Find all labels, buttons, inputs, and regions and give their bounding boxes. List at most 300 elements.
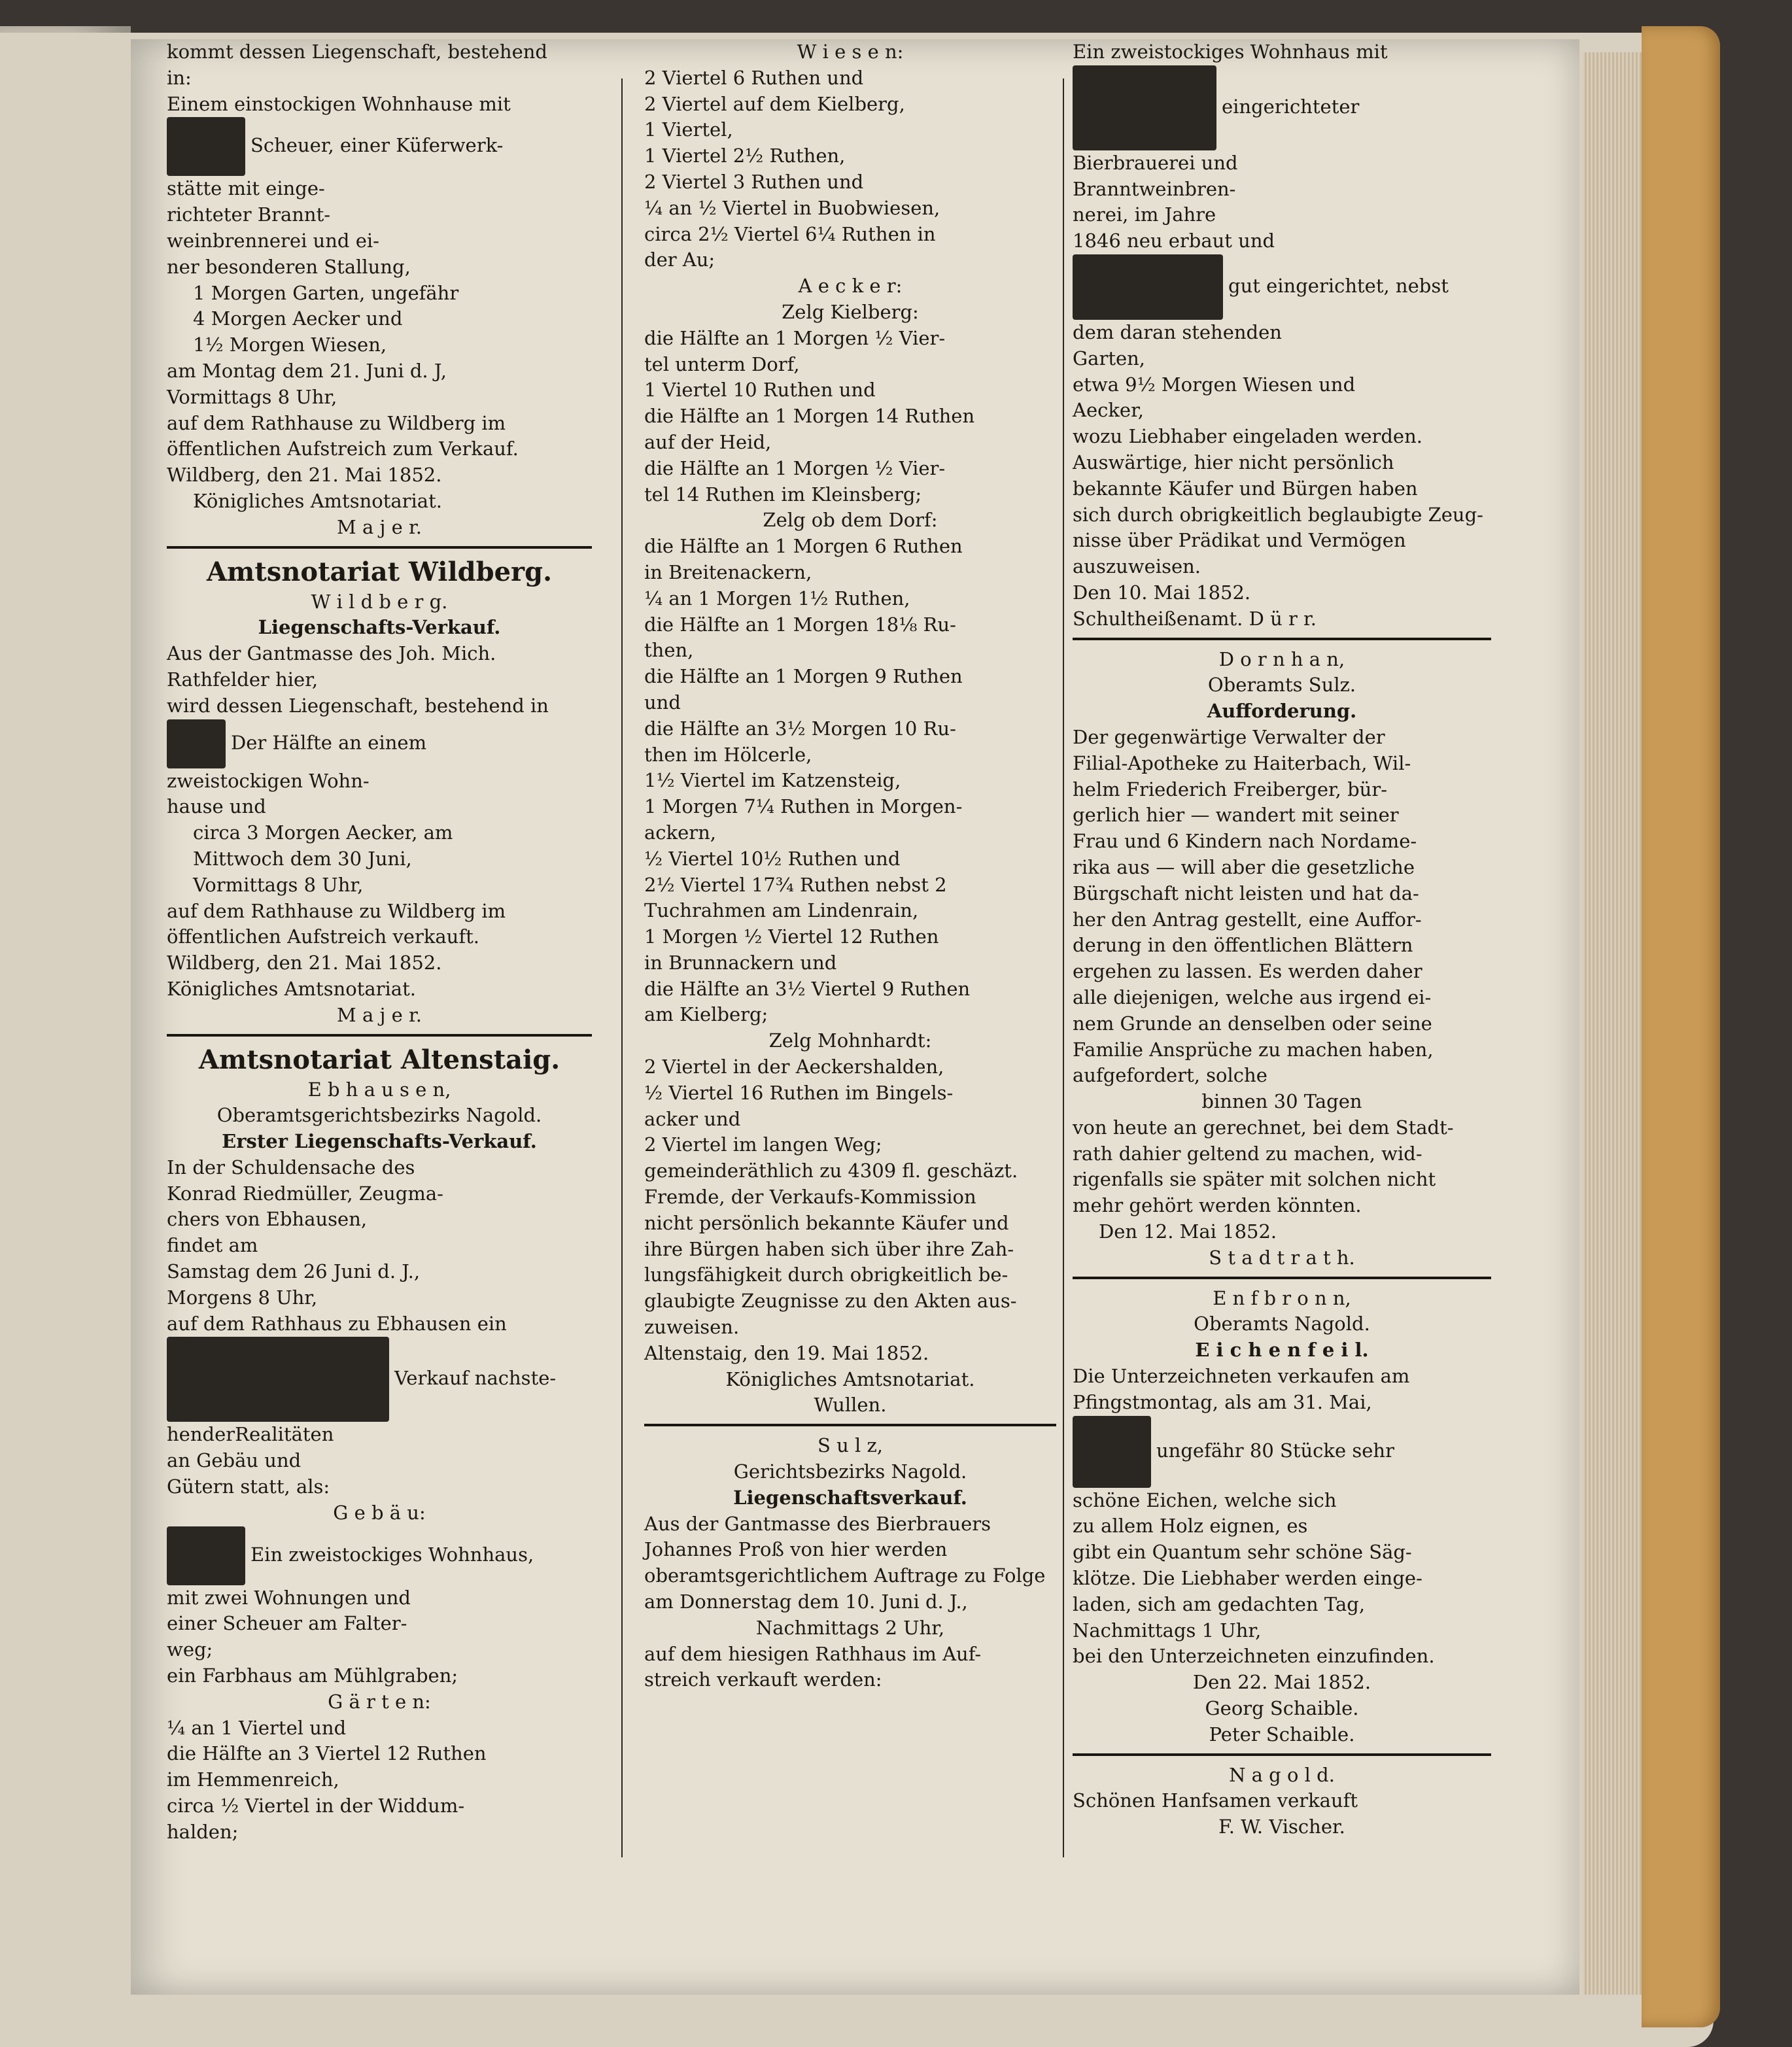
woodcut-illustration (167, 117, 245, 176)
text-line (167, 1526, 592, 1585)
text-line-content: Tuchrahmen am Lindenrain, (644, 899, 919, 922)
text-line (644, 924, 1056, 950)
text-line (644, 377, 1056, 404)
text-line-content: Der Hälfte an einem (231, 731, 427, 754)
text-line (644, 1184, 1056, 1211)
text-line (167, 1311, 592, 1337)
column-3 (1073, 39, 1491, 1840)
text-line (167, 1637, 592, 1663)
text-line (644, 794, 1056, 820)
text-line (167, 411, 592, 437)
text-line (644, 768, 1056, 794)
text-line-content: Konrad Riedmüller, Zeugma- (167, 1182, 443, 1205)
text-line-content: weg; (167, 1638, 213, 1661)
text-line (167, 39, 592, 65)
text-line-content: Zelg ob dem Dorf: (763, 509, 938, 532)
text-line-content: auszuweisen. (1073, 555, 1201, 578)
text-line-content: Den 12. Mai 1852. (1099, 1220, 1277, 1243)
text-line-content: zweistockigen Wohn- (167, 769, 370, 792)
text-line-content: streich verkauft werden: (644, 1668, 882, 1691)
text-line (644, 196, 1056, 222)
text-line (1073, 228, 1491, 254)
text-line-content: zuweisen. (644, 1316, 740, 1339)
text-line-content: In der Schuldensache des (167, 1156, 415, 1178)
text-line-content: circa 2½ Viertel 6¼ Ruthen in (644, 222, 936, 245)
text-line (1073, 1286, 1491, 1312)
text-line (1073, 802, 1491, 829)
woodcut-illustration (167, 1526, 245, 1585)
text-line-content: Die Unterzeichneten verkaufen am (1073, 1365, 1410, 1388)
text-line (1073, 398, 1491, 424)
text-line-content: 1 Viertel 10 Ruthen und (644, 379, 876, 402)
text-line (644, 1211, 1056, 1237)
text-line (644, 1511, 1056, 1538)
section-divider (167, 546, 592, 549)
text-line-content: eingerichteter (1222, 95, 1360, 118)
text-line (644, 300, 1056, 326)
text-line (644, 65, 1056, 92)
text-line (644, 1080, 1056, 1107)
text-line-content: ihre Bürgen haben sich über ihre Zah- (644, 1237, 1014, 1260)
text-line (167, 1793, 592, 1819)
text-line-content: wird dessen Liegenschaft, bestehend in (167, 694, 549, 717)
text-line (167, 65, 592, 92)
text-line (1073, 1722, 1491, 1748)
text-line (1073, 1390, 1491, 1416)
text-line-content: 1 Viertel 2½ Ruthen, (644, 145, 846, 167)
text-line (1073, 1089, 1491, 1115)
text-line-content: Amtsnotariat Wildberg. (206, 556, 553, 587)
text-line (167, 719, 592, 768)
text-line-content: Branntweinbren- (1073, 177, 1236, 200)
text-line-content: S u l z, (818, 1434, 883, 1457)
text-line (644, 1028, 1056, 1054)
text-line-content: 2 Viertel im langen Weg; (644, 1133, 882, 1156)
column-1 (167, 39, 592, 1846)
text-line (644, 1615, 1056, 1642)
text-line (644, 1667, 1056, 1693)
text-line-content: 1 Morgen 7¼ Ruthen in Morgen- (644, 795, 963, 818)
text-line-content: auf dem hiesigen Rathhaus im Auf- (644, 1642, 982, 1665)
text-line (1073, 1540, 1491, 1566)
text-line (1073, 1193, 1491, 1219)
text-line (1073, 1311, 1491, 1337)
text-line-content: Vormittags 8 Uhr, (193, 873, 364, 896)
text-line (1073, 1618, 1491, 1644)
text-line (167, 924, 592, 950)
text-line-content: ¼ an ½ Viertel in Buobwiesen, (644, 196, 940, 219)
text-line (167, 1181, 592, 1207)
text-line (1073, 39, 1491, 65)
text-line (644, 534, 1056, 560)
text-line-content: rath dahier geltend zu machen, wid- (1073, 1142, 1422, 1165)
text-line-content: Bürgschaft nicht leisten und hat da- (1073, 882, 1419, 904)
text-line (167, 1767, 592, 1793)
text-line (167, 872, 592, 899)
text-line-content: ergehen zu lassen. Es werden daher (1073, 960, 1422, 983)
text-line-content: Königliches Amtsnotariat. (725, 1368, 975, 1390)
text-line-content: D o r n h a n, (1218, 647, 1345, 670)
text-line (1073, 1115, 1491, 1141)
text-line (644, 1459, 1056, 1485)
text-line (167, 1103, 592, 1129)
text-line (1073, 1788, 1491, 1814)
text-line (644, 586, 1056, 612)
text-line (167, 1129, 592, 1155)
text-line-content: Wullen. (814, 1394, 887, 1417)
text-line-content: die Hälfte an 1 Morgen 9 Ruthen (644, 665, 963, 688)
text-line (644, 872, 1056, 899)
text-line-content: gut eingerichtet, nebst (1228, 274, 1449, 297)
text-line (167, 615, 592, 641)
text-line-content: die Hälfte an 3½ Viertel 9 Ruthen (644, 977, 971, 1000)
text-line (1073, 528, 1491, 554)
text-line (644, 690, 1056, 716)
text-line-content: alle diejenigen, welche aus irgend ei- (1073, 986, 1432, 1008)
text-line-content: 2½ Viertel 17¾ Ruthen nebst 2 (644, 873, 947, 896)
text-line (1073, 1566, 1491, 1592)
text-line-content: auf der Heid, (644, 430, 772, 453)
text-line-content: Scheuer, einer Küferwerk- (250, 134, 504, 157)
text-line-content: Wildberg, den 21. Mai 1852. (167, 952, 442, 974)
text-line (644, 1341, 1056, 1367)
text-line (1073, 933, 1491, 959)
text-line (167, 332, 592, 358)
text-line-content: 2 Viertel auf dem Kielberg, (644, 92, 905, 115)
text-line-content: Georg Schaible. (1205, 1697, 1359, 1720)
column-rule (1063, 78, 1064, 1857)
text-line (167, 846, 592, 872)
text-line (1073, 907, 1491, 933)
woodcut-illustration (1073, 1416, 1151, 1488)
text-line (167, 899, 592, 925)
text-line (1073, 1245, 1491, 1271)
text-line (1073, 1513, 1491, 1540)
text-line-content: Königliches Amtsnotariat. (193, 489, 442, 512)
text-line-content: 1 Morgen ½ Viertel 12 Ruthen (644, 925, 939, 948)
text-line (167, 1207, 592, 1233)
text-line-content: Auswärtige, hier nicht persönlich (1073, 451, 1394, 473)
text-line-content: und (644, 691, 681, 714)
column-2 (644, 39, 1056, 1693)
text-line (1073, 985, 1491, 1011)
text-line-content: sich durch obrigkeitlich beglaubigte Zeug- (1073, 503, 1483, 526)
text-line-content: E n f b r o n n, (1213, 1286, 1351, 1309)
text-line-content: Gerichtsbezirks Nagold. (733, 1460, 967, 1483)
text-line (644, 1002, 1056, 1028)
text-line (167, 1233, 592, 1259)
text-line-content: öffentlichen Aufstreich zum Verkauf. (167, 438, 519, 460)
text-line-content: Gütern statt, als: (167, 1475, 330, 1498)
text-line (644, 352, 1056, 378)
text-line (1073, 1141, 1491, 1167)
text-line (167, 1043, 592, 1077)
text-line-content: ½ Viertel 16 Ruthen im Bingels- (644, 1081, 954, 1104)
text-line (1073, 829, 1491, 855)
text-line-content: die Hälfte an 1 Morgen 6 Ruthen (644, 535, 963, 558)
text-line-content: F. W. Vischer. (1218, 1815, 1345, 1838)
text-line (644, 1433, 1056, 1459)
text-line (1073, 1416, 1491, 1488)
text-line (644, 1158, 1056, 1184)
text-line (167, 254, 592, 281)
text-line-content: gibt ein Quantum sehr schöne Säg- (1073, 1541, 1412, 1564)
text-line-content: Pfingstmontag, als am 31. Mai, (1073, 1390, 1372, 1413)
text-line-content: dem daran stehenden (1073, 320, 1282, 343)
text-line-content: glaubigte Zeugnisse zu den Akten aus- (644, 1290, 1017, 1313)
text-line (1073, 346, 1491, 372)
text-line (644, 716, 1056, 742)
text-line-content: 2 Viertel 3 Ruthen und (644, 170, 864, 193)
text-line (167, 794, 592, 820)
text-line-content: her den Antrag gestellt, eine Auffor- (1073, 908, 1422, 931)
text-line-content: die Hälfte an 1 Morgen 14 Ruthen (644, 405, 975, 428)
text-line-content: am Donnerstag dem 10. Juni d. J., (644, 1591, 968, 1613)
text-line (167, 228, 592, 254)
text-line-content: ¼ an 1 Morgen 1½ Ruthen, (644, 587, 910, 610)
text-line (1073, 1037, 1491, 1063)
section-divider (1073, 638, 1491, 640)
text-line (1073, 881, 1491, 907)
text-line-content: Vormittags 8 Uhr, (167, 385, 337, 408)
text-line-content: die Hälfte an 3½ Morgen 10 Ru- (644, 717, 956, 740)
text-line (1073, 1763, 1491, 1789)
text-line-content: Nachmittags 1 Uhr, (1073, 1619, 1262, 1642)
text-line-content: zu allem Holz eignen, es (1073, 1515, 1308, 1538)
text-line-content: Mittwoch dem 30 Juni, (193, 847, 412, 870)
text-line-content: ½ Viertel 10½ Ruthen und (644, 847, 901, 870)
text-line (1073, 777, 1491, 803)
text-line-content: Aufforderung. (1207, 700, 1357, 723)
text-line-content: tel 14 Ruthen im Kleinsberg; (644, 483, 922, 506)
text-line-content: gerlich hier — wandert mit seiner (1073, 804, 1399, 827)
text-line (644, 664, 1056, 690)
text-line-content: halden; (167, 1820, 239, 1843)
text-line-content: rigenfalls sie später mit solchen nicht (1073, 1168, 1436, 1191)
text-line (167, 667, 592, 693)
text-line-content: schöne Eichen, welche sich (1073, 1488, 1337, 1511)
text-line (644, 169, 1056, 196)
text-line (1073, 1592, 1491, 1618)
text-line-content: helm Friederich Freiberger, bür- (1073, 778, 1388, 800)
woodcut-illustration (1073, 65, 1216, 150)
text-line-content: auf dem Rathhause zu Wildberg im (167, 899, 506, 922)
text-line-content: W i l d b e r g. (311, 590, 448, 613)
text-line-content: von heute an gerechnet, bei dem Stadt- (1073, 1116, 1454, 1139)
text-line-content: E i c h e n f e i l. (1195, 1339, 1369, 1362)
text-line (644, 404, 1056, 430)
text-line-content: Rathfelder hier, (167, 668, 319, 691)
text-line (167, 1474, 592, 1500)
text-line-content: gemeinderäthlich zu 4309 fl. geschäzt. (644, 1160, 1018, 1182)
text-line (644, 560, 1056, 586)
text-line-content: Der gegenwärtige Verwalter der (1073, 725, 1385, 748)
text-line-content: nem Grunde an denselben oder seine (1073, 1012, 1432, 1035)
text-line (1073, 1011, 1491, 1037)
text-line-content: auf dem Rathhause zu Wildberg im (167, 411, 506, 434)
text-line-content: oberamtsgerichtlichem Auftrage zu Folge (644, 1564, 1046, 1587)
text-line-content: Zelg Mohnhardt: (768, 1029, 932, 1052)
text-line-content: die Hälfte an 1 Morgen ½ Vier- (644, 456, 946, 479)
text-line-content: richteter Brannt- (167, 203, 331, 226)
text-line-content: in: (167, 66, 192, 89)
text-line (644, 1485, 1056, 1511)
text-line (1073, 580, 1491, 606)
text-line (167, 92, 592, 118)
text-line-content: Verkauf nachste- (394, 1367, 557, 1390)
text-line (1073, 751, 1491, 777)
text-line-content: Johannes Proß von hier werden (644, 1538, 948, 1561)
text-line (644, 976, 1056, 1003)
text-line (167, 1819, 592, 1846)
text-line (1073, 254, 1491, 320)
woodcut-illustration (1073, 254, 1223, 320)
text-line-content: A e c k e r: (798, 275, 903, 298)
text-line-content: hause und (167, 795, 266, 818)
section-divider (1073, 1277, 1491, 1279)
text-line-content: Aus der Gantmasse des Bierbrauers (644, 1512, 991, 1535)
text-line-content: nerei, im Jahre (1073, 203, 1216, 226)
text-line-content: 1½ Morgen Wiesen, (193, 334, 387, 356)
text-line-content: Liegenschaftsverkauf. (733, 1486, 967, 1509)
text-line-content: im Hemmenreich, (167, 1768, 339, 1791)
woodcut-illustration (167, 1337, 389, 1422)
text-line-content: aufgefordert, solche (1073, 1064, 1267, 1087)
text-line (644, 222, 1056, 248)
text-line (1073, 177, 1491, 203)
text-line (644, 456, 1056, 482)
text-line (167, 436, 592, 462)
text-line (644, 1642, 1056, 1668)
text-line (1073, 502, 1491, 528)
woodcut-illustration (167, 719, 226, 768)
text-line-content: Oberamts Sulz. (1207, 674, 1356, 697)
text-line-content: Schönen Hanfsamen verkauft (1073, 1789, 1358, 1812)
text-line-content: Einem einstockigen Wohnhause mit (167, 92, 511, 115)
text-line (167, 1422, 592, 1448)
text-line (1073, 672, 1491, 698)
text-line (1073, 959, 1491, 985)
text-line (167, 589, 592, 615)
text-line-content: Morgens 8 Uhr, (167, 1286, 318, 1309)
text-line (1073, 450, 1491, 476)
text-line (167, 693, 592, 719)
text-line (167, 1259, 592, 1285)
text-line (644, 326, 1056, 352)
text-line (167, 358, 592, 385)
text-line (644, 117, 1056, 143)
text-line-content: klötze. Die Liebhaber werden einge- (1073, 1567, 1422, 1590)
text-line-content: die Hälfte an 1 Morgen 18⅛ Ru- (644, 613, 956, 636)
text-line-content: S t a d t r a t h. (1209, 1246, 1355, 1269)
text-line (644, 1367, 1056, 1393)
text-line (1073, 647, 1491, 673)
text-line-content: öffentlichen Aufstreich verkauft. (167, 925, 479, 948)
text-line (1073, 725, 1491, 751)
text-line-content: ungefähr 80 Stücke sehr (1156, 1439, 1394, 1462)
text-line (644, 143, 1056, 169)
text-line (644, 1132, 1056, 1158)
text-line-content: ein Farbhaus am Mühlgraben; (167, 1664, 458, 1687)
text-line-content: rika aus — will aber die gesetzliche (1073, 855, 1415, 878)
section-divider (644, 1424, 1056, 1426)
text-line (1073, 1337, 1491, 1364)
text-line-content: nicht persönlich bekannte Käufer und (644, 1211, 1009, 1234)
text-line (167, 1715, 592, 1742)
text-line-content: bei den Unterzeichneten einzufinden. (1073, 1645, 1435, 1668)
text-line (167, 641, 592, 667)
text-line (167, 820, 592, 846)
text-line-content: Altenstaig, den 19. Mai 1852. (644, 1341, 929, 1364)
text-line (644, 1315, 1056, 1341)
text-line-content: then, (644, 639, 694, 662)
text-line-content: die Hälfte an 1 Morgen ½ Vier- (644, 326, 946, 349)
text-line-content: Filial-Apotheke zu Haiterbach, Wil- (1073, 751, 1411, 774)
text-line (167, 1077, 592, 1103)
text-line (644, 742, 1056, 768)
text-line-content: die Hälfte an 3 Viertel 12 Ruthen (167, 1742, 487, 1765)
text-line-content: ner besonderen Stallung, (167, 255, 411, 278)
text-line-content: Ein zweistockiges Wohnhaus, (250, 1543, 534, 1566)
text-line-content: laden, sich am gedachten Tag, (1073, 1592, 1366, 1615)
text-line (1073, 1670, 1491, 1696)
text-line (167, 1689, 592, 1715)
text-line-content: in Breitenackern, (644, 560, 812, 583)
text-line-content: Frau und 6 Kindern nach Nordame- (1073, 830, 1417, 853)
text-line-content: circa 3 Morgen Aecker, am (193, 821, 453, 844)
text-line-content: stätte mit einge- (167, 177, 325, 200)
text-line (167, 950, 592, 976)
text-line (1073, 424, 1491, 450)
text-line (1073, 372, 1491, 398)
text-line (167, 1285, 592, 1311)
text-line-content: G e b ä u: (333, 1501, 426, 1524)
text-line-content: Zelg Kielberg: (782, 300, 919, 323)
text-line-content: am Montag dem 21. Juni d. J, (167, 359, 447, 382)
text-line-content: tel unterm Dorf, (644, 353, 800, 375)
text-line-content: Samstag dem 26 Juni d. J., (167, 1260, 421, 1283)
text-line (167, 1155, 592, 1181)
text-line-content: lungsfähigkeit durch obrigkeitlich be- (644, 1264, 1008, 1286)
text-line (644, 1563, 1056, 1589)
text-line (644, 1537, 1056, 1563)
text-line-content: 1 Morgen Garten, ungefähr (193, 281, 459, 304)
text-line (1073, 320, 1491, 346)
text-line (167, 1611, 592, 1637)
text-line (644, 1237, 1056, 1263)
text-line (644, 92, 1056, 118)
text-line-content: 4 Morgen Aecker und (193, 307, 403, 330)
text-line (167, 768, 592, 795)
text-line-content: M a j e r. (337, 1003, 422, 1026)
text-line (167, 1500, 592, 1526)
text-line (1073, 1219, 1491, 1245)
book-cover (1642, 26, 1720, 2027)
text-line-content: auf dem Rathhaus zu Ebhausen ein (167, 1312, 507, 1335)
text-line-content: 1846 neu erbaut und (1073, 230, 1275, 252)
text-line-content: then im Hölcerle, (644, 743, 812, 766)
text-line-content: Aecker, (1073, 399, 1144, 422)
text-line (167, 976, 592, 1003)
text-line (1073, 606, 1491, 632)
text-line (167, 1585, 592, 1611)
column-rule (621, 78, 623, 1857)
text-line-content: N a g o l d. (1229, 1763, 1335, 1786)
text-line (167, 176, 592, 202)
text-line-content: ackern, (644, 821, 717, 844)
text-line-content: 1 Viertel, (644, 118, 733, 141)
text-line-content: mit zwei Wohnungen und (167, 1586, 411, 1609)
